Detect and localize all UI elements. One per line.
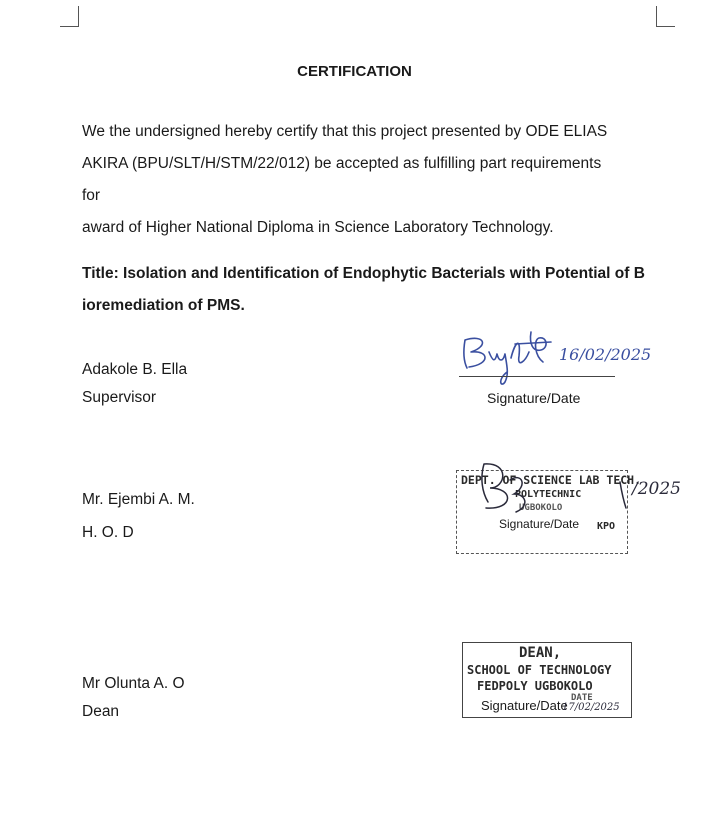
stamp-text: DEPT. OF SCIENCE LAB TECH. (461, 473, 642, 487)
stamp-text: UGBOKOLO (519, 503, 563, 513)
stamp-text: POLYTECHNIC (515, 489, 582, 500)
hod-block (82, 486, 195, 547)
paragraph-line: for (82, 187, 101, 204)
crop-mark-top-right (656, 6, 675, 27)
dean-block (82, 670, 185, 726)
project-title-line: ioremediation of PMS. (82, 297, 245, 314)
signature-line (459, 376, 615, 377)
hod-date-handwriting: /2025 (632, 479, 681, 499)
hod-name: Mr. Ejembi A. M. (82, 491, 195, 508)
hod-signature (470, 458, 700, 528)
supervisor-signature-label: Signature/Date (487, 390, 581, 406)
stamp-text: KPO (597, 521, 616, 532)
supervisor-name: Adakole B. Ella (82, 361, 188, 378)
paragraph-line: award of Higher National Diploma in Science Laboratory Technology. (82, 219, 554, 236)
project-title-line: Title: Isolation and Identification of Endophytic Bacterials with Potential of B (82, 265, 645, 282)
page-title: CERTIFICATION (297, 63, 412, 80)
certification-paragraph (82, 116, 672, 244)
supervisor-block (82, 356, 187, 412)
hod-role: H. O. D (82, 524, 134, 541)
supervisor-signature (455, 322, 665, 392)
stamp-text: SCHOOL OF TECHNOLOGY (467, 663, 612, 677)
supervisor-role: Supervisor (82, 389, 157, 406)
crop-mark-top-left (60, 6, 79, 27)
supervisor-date-handwriting: 16/02/2025 (559, 345, 652, 364)
dean-role: Dean (82, 703, 120, 720)
dean-signature-label: Signature/Date (481, 698, 568, 713)
stamp-text: DEAN, (519, 645, 562, 661)
stamp-text: DATE (571, 693, 593, 703)
hod-signature-label: Signature/Date (499, 517, 580, 531)
dean-signature (560, 690, 640, 720)
paragraph-line: AKIRA (BPU/SLT/H/STM/22/012) be accepted as fulfilling part requirements (82, 155, 602, 172)
paragraph-line: We the undersigned hereby certify that this project presented by ODE ELIAS (82, 123, 608, 140)
dean-date-handwriting: 17/02/2025 (562, 702, 620, 713)
dean-name: Mr Olunta A. O (82, 675, 185, 692)
stamp-text: FEDPOLY UGBOKOLO (477, 679, 593, 693)
project-title (82, 258, 682, 322)
